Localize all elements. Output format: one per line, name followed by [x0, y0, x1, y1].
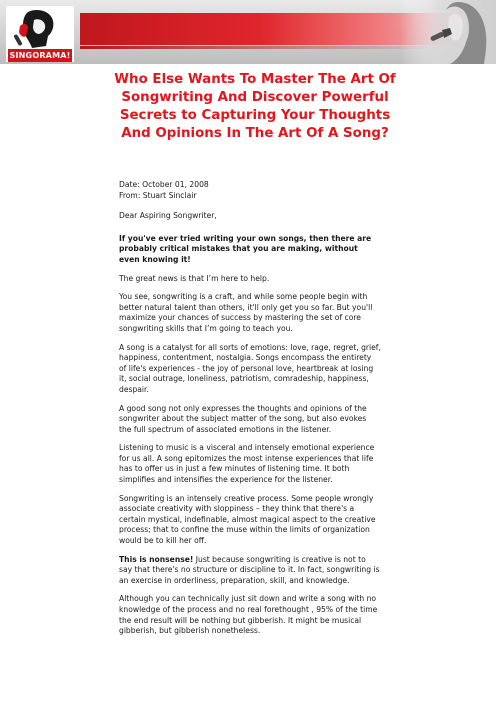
lead-paragraph: [119, 234, 381, 266]
letter-date: Date: October 01, 2008: [119, 180, 209, 189]
paragraph: You see, songwriting is a craft, and while some people begin with better natural talent than others, it'll only get you so far. But you'll maximize your chances of success by mastering the set of core songwriting skills that I’m going to teach you.: [119, 292, 373, 333]
singer-photo-icon: [400, 0, 496, 64]
page-header: [0, 0, 496, 64]
paragraph: Songwriting is an intensely creative process. Some people wrongly associate creativity with sloppiness – they think that there's a certain mystical, indefinable, almost magical aspect to the creative process; that to confine the muse within the limits of organization would be to kill her off.: [119, 493, 376, 546]
header-accent-line: [80, 46, 440, 49]
paragraph: A song is a catalyst for all sorts of emotions: love, rage, regret, grief, happiness, contentment, nostalgia. Songs encompass the entirety of life's experiences - the joy of personal love, heartbreak at losing it, social outrage, loneliness, patriotism, comradeship, happiness, despair.: [119, 342, 381, 394]
letter-body: [119, 180, 381, 645]
nonsense-rest: Just because songwriting is creative is not to say that there's no structure or discipline to it. In fact, songwriting is an exercise in orderliness, preparation, skill, and knowledge.: [119, 554, 380, 585]
lead-bold-text: If you've ever tried writing your own songs, then there are probably critical mistakes that you are making, without even knowing it!: [119, 233, 372, 264]
paragraph: The great news is that I’m here to help.: [119, 273, 270, 283]
paragraph: Listening to music is a visceral and intensely emotional experience for us all. A song epitomizes the most intense experiences that life has to offer us in just a few minutes of listening time. It both simplifies and intensifies the experience for the listener.: [119, 443, 375, 485]
letter-meta: [119, 180, 381, 201]
singorama-logo: [6, 6, 74, 62]
paragraph: A good song not only expresses the thoughts and opinions of the songwriter about the subject matter of the song, but also evokes the full spectrum of associated emotions in the listener.: [119, 403, 367, 434]
logo-text: SINGORAMA!: [9, 51, 71, 60]
greeting: Dear Aspiring Songwriter,: [119, 211, 217, 221]
nonsense-paragraph: [119, 555, 381, 587]
final-paragraph: Although you can technically just sit down and write a song with no knowledge of the process and no real forethought , 95% of the time the end result will be nothing but gibberish. It might be musical gibberish, but gibberish nonetheless.: [119, 594, 378, 636]
nonsense-bold: This is nonsense!: [119, 554, 194, 564]
page-title: Who Else Wants To Master The Art Of Songwriting And Discover Powerful Secrets to Capturing Your Thoughts And Opinions In The Art Of A Song?: [114, 72, 396, 141]
letter-author: From: Stuart Sinclair: [119, 190, 197, 200]
